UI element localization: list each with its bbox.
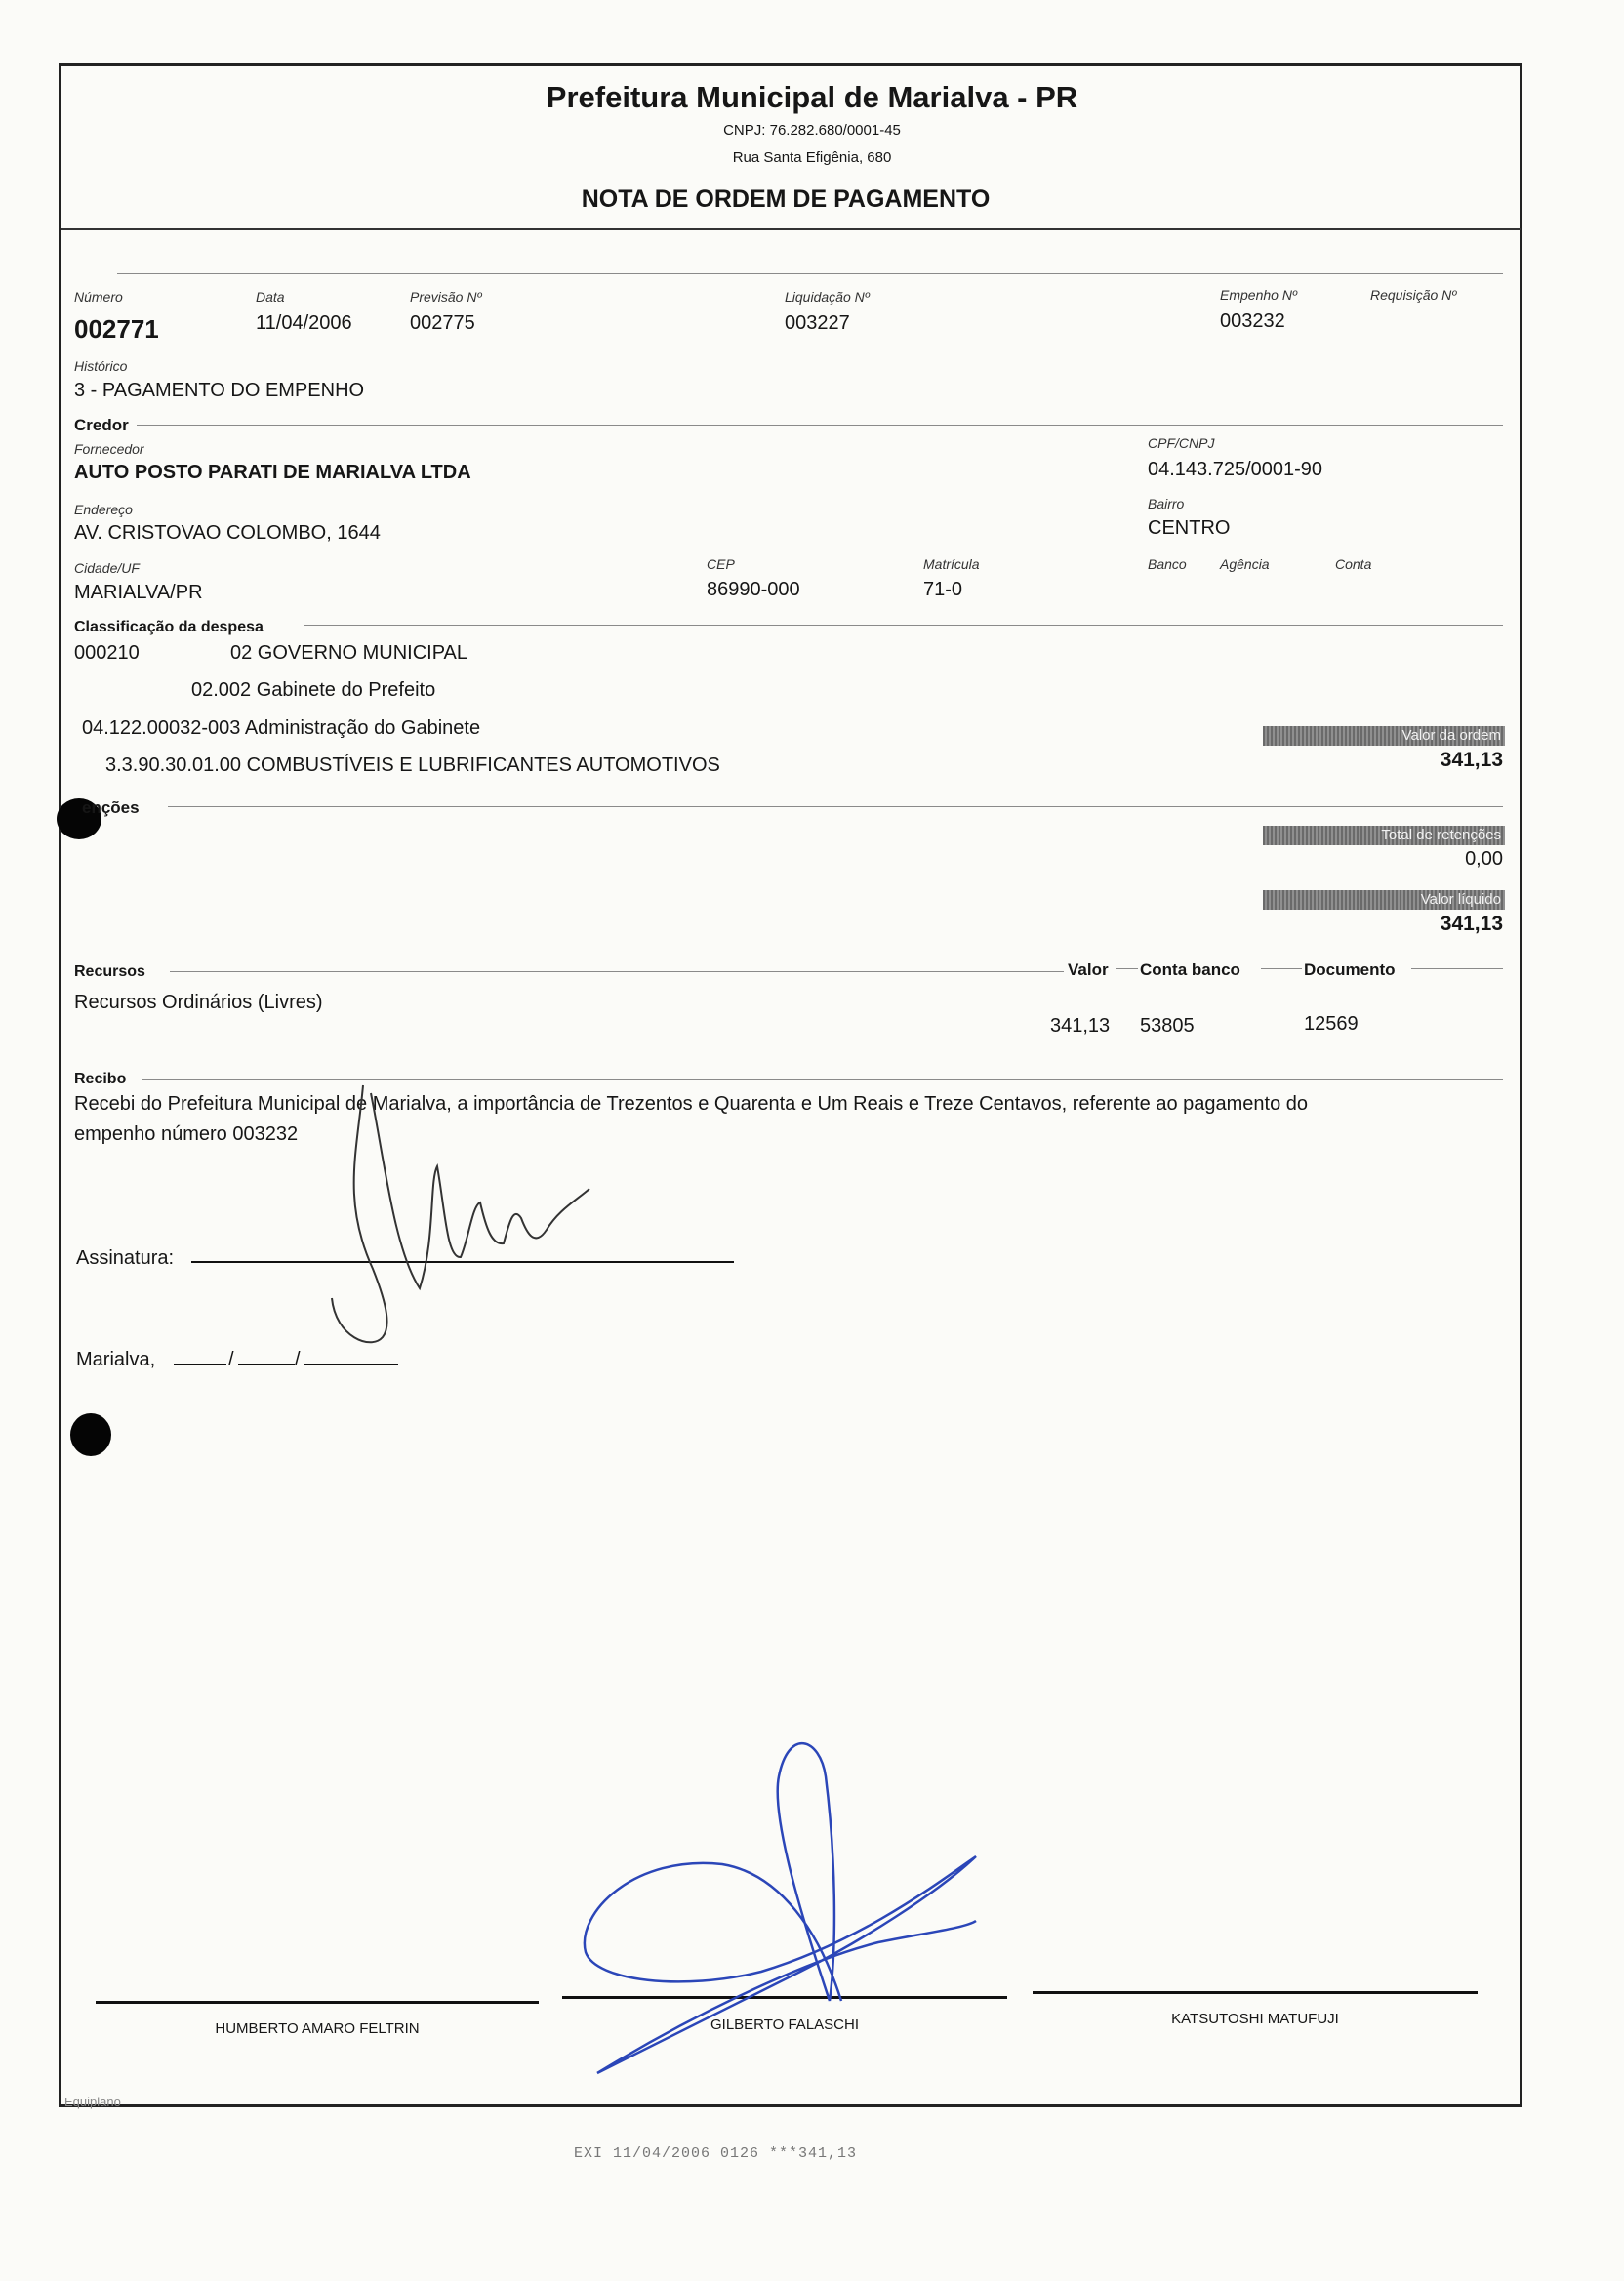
date-slash-1: / (228, 1349, 234, 1370)
recursos-valor-label: Valor (1068, 960, 1109, 979)
recibo-text-line1: Recebi do Prefeitura Municipal de Marialva, a importância de Trezentos e Quarenta e Um Reais e Treze Centavos, referente ao pagamento do (74, 1093, 1309, 1115)
signatory-name-2: GILBERTO FALASCHI (710, 2016, 859, 2033)
retencoes-section-label: enções (82, 798, 140, 817)
classificacao-program: 04.122.00032-003 Administração do Gabinete (82, 717, 481, 739)
recursos-documento: 12569 (1304, 1013, 1359, 1035)
document-title: NOTA DE ORDEM DE PAGAMENTO (581, 185, 991, 213)
numero-label: Número (74, 289, 123, 305)
valor-liquido-value: 341,13 (1440, 913, 1503, 935)
total-retencoes-label: Total de retenções (1263, 826, 1505, 845)
previsao-value: 002775 (410, 312, 475, 334)
classificacao-code: 000210 (74, 642, 140, 664)
cidade-label: Cidade/UF (74, 560, 140, 576)
cpf-value: 04.143.725/0001-90 (1148, 459, 1323, 480)
classificacao-section-label: Classificação da despesa (74, 619, 264, 635)
empenho-label: Empenho Nº (1220, 287, 1298, 303)
recursos-section-label: Recursos (74, 963, 145, 980)
signatory-name-3: KATSUTOSHI MATUFUJI (1171, 2011, 1339, 2027)
endereco-label: Endereço (74, 502, 133, 517)
cep-label: CEP (707, 556, 735, 572)
data-value: 11/04/2006 (256, 312, 352, 334)
valor-liquido-label: Valor líquido (1263, 890, 1505, 910)
fornecedor-label: Fornecedor (74, 441, 144, 457)
classificacao-element: 3.3.90.30.01.00 COMBUSTÍVEIS E LUBRIFICANTES AUTOMOTIVOS (105, 754, 720, 776)
cep-value: 86990-000 (707, 579, 800, 600)
recursos-conta: 53805 (1140, 1015, 1195, 1037)
place-label: Marialva, (76, 1349, 156, 1370)
data-label: Data (256, 289, 285, 305)
historico-label: Histórico (74, 358, 128, 374)
classificacao-unit: 02.002 Gabinete do Prefeito (191, 679, 436, 701)
signatory-name-1: HUMBERTO AMARO FELTRIN (215, 2020, 420, 2037)
previsao-label: Previsão Nº (410, 289, 482, 305)
endereco-value: AV. CRISTOVAO COLOMBO, 1644 (74, 522, 381, 544)
date-slash-2: / (295, 1349, 301, 1370)
recursos-documento-label: Documento (1304, 960, 1396, 979)
recibo-text-line2: empenho número 003232 (74, 1123, 299, 1145)
authentication-stamp: EXI 11/04/2006 0126 ***341,13 (574, 2145, 858, 2162)
empenho-value: 003232 (1220, 310, 1285, 332)
matricula-label: Matrícula (923, 556, 980, 572)
conta-label: Conta (1335, 556, 1372, 572)
cpf-label: CPF/CNPJ (1148, 435, 1215, 451)
total-retencoes-value: 0,00 (1465, 848, 1503, 870)
recursos-valor: 341,13 (1050, 1015, 1111, 1037)
credor-section-label: Credor (74, 416, 129, 434)
fornecedor-value: AUTO POSTO PARATI DE MARIALVA LTDA (74, 462, 471, 483)
footer-brand: Equiplano (64, 2095, 121, 2109)
valor-ordem-value: 341,13 (1440, 749, 1503, 771)
assinatura-label: Assinatura: (76, 1247, 175, 1269)
liquidacao-value: 003227 (785, 312, 850, 334)
recibo-section-label: Recibo (74, 1071, 127, 1087)
classificacao-org: 02 GOVERNO MUNICIPAL (230, 642, 468, 664)
requisicao-label: Requisição Nº (1370, 287, 1457, 303)
liquidacao-label: Liquidação Nº (785, 289, 870, 305)
bairro-label: Bairro (1148, 496, 1185, 511)
agencia-label: Agência (1220, 556, 1270, 572)
numero-value: 002771 (74, 314, 159, 344)
banco-label: Banco (1148, 556, 1187, 572)
matricula-value: 71-0 (923, 579, 963, 600)
page-title: Prefeitura Municipal de Marialva - PR (546, 80, 1078, 114)
recursos-desc: Recursos Ordinários (Livres) (74, 992, 323, 1013)
recursos-conta-label: Conta banco (1140, 960, 1240, 979)
header-address: Rua Santa Efigênia, 680 (732, 149, 892, 166)
historico-value: 3 - PAGAMENTO DO EMPENHO (74, 380, 365, 401)
header-cnpj: CNPJ: 76.282.680/0001-45 (723, 122, 901, 139)
cidade-value: MARIALVA/PR (74, 582, 203, 603)
bairro-value: CENTRO (1148, 517, 1231, 539)
valor-ordem-label: Valor da ordem (1263, 726, 1505, 746)
